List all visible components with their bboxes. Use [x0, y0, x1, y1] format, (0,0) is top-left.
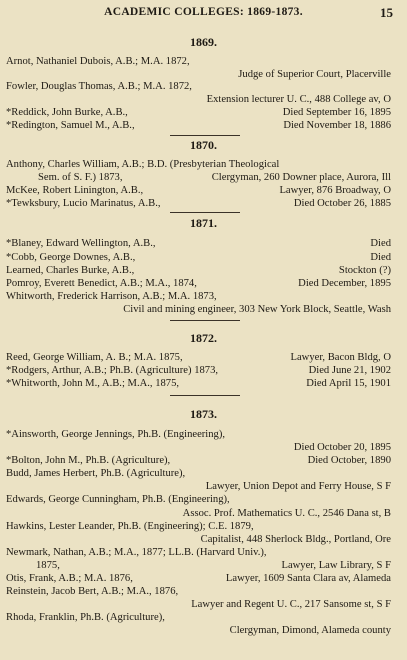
section-divider [170, 320, 240, 321]
entry-name-text: Edwards, George Cunningham, Ph.B. (Engineering), [6, 494, 230, 505]
entry-name-text: Sem. of S. F.) 1873, [38, 172, 123, 183]
entry-line [6, 559, 391, 572]
entry-name-text: *Cobb, George Downes, A.B., [6, 252, 136, 263]
entry-detail-text: Died October 20, 1895 [293, 442, 391, 453]
running-header [0, 6, 407, 20]
entry-name-text: Anthony, Charles William, A.B.; B.D. (Presbyterian Theological [6, 159, 280, 170]
entry-name-text: Arnot, Nathaniel Dubois, A.B.; M.A. 1872, [6, 56, 190, 67]
entry-line [6, 624, 391, 637]
entry-line [6, 106, 391, 119]
entry-name-text: 1875, [36, 560, 60, 571]
entry-name-text: *Rodgers, Arthur, A.B.; Ph.B. (Agriculture) 1873, [6, 365, 219, 376]
running-title: ACADEMIC COLLEGES: 1869-1873. [104, 6, 303, 18]
entry-name-text: Hawkins, Lester Leander, Ph.B. (Engineering); C.E. 1879, [6, 521, 254, 532]
entry-name-text: Otis, Frank, A.B.; M.A. 1876, [6, 573, 133, 584]
entry-name-text: Newmark, Nathan, A.B.; M.A., 1877; LL.B. (Harvard Univ.), [6, 547, 267, 558]
entry-line [6, 290, 391, 303]
year-heading: 1871. [190, 216, 217, 230]
entry-name-text: Whitworth, Frederick Harrison, A.B.; M.A. 1873, [6, 291, 217, 302]
page-number: 15 [380, 5, 393, 20]
entry-line [6, 171, 391, 184]
entry-line [6, 520, 391, 533]
year-heading: 1869. [190, 35, 217, 49]
entry-detail-text: Judge of Superior Court, Placerville [238, 69, 391, 80]
entry-name-text: *Ainsworth, George Jennings, Ph.B. (Engineering), [6, 429, 226, 440]
entry-detail-text: Died November 18, 1886 [283, 120, 391, 131]
entry-name-text: Learned, Charles Burke, A.B., [6, 265, 135, 276]
entry-line [6, 441, 391, 454]
entry-line [6, 585, 391, 598]
entry-detail-text: Lawyer, Union Depot and Ferry House, S F [205, 481, 391, 492]
entry-detail-text: Lawyer, Bacon Bldg, O [290, 352, 391, 363]
entry-line [6, 428, 391, 441]
entry-name-text: Fowler, Douglas Thomas, A.B.; M.A. 1872, [6, 81, 192, 92]
entry-line [6, 454, 391, 467]
entry-line [6, 507, 391, 520]
entry-detail-text: Died September 16, 1895 [282, 107, 391, 118]
entry-line [6, 184, 391, 197]
entry-detail-text: Died December, 1895 [298, 278, 391, 289]
year-heading: 1872. [190, 331, 217, 345]
entry-detail-text: Assoc. Prof. Mathematics U. C., 2546 Dana st, B [182, 508, 391, 519]
entry-name-text: McKee, Robert Linington, A.B., [6, 185, 144, 196]
entry-line [6, 93, 391, 106]
entry-detail-text: Extension lecturer U. C., 488 College av, O [206, 94, 391, 105]
entry-line [6, 119, 391, 132]
entry-line [6, 197, 391, 210]
entry-line [6, 572, 391, 585]
entry-line [6, 55, 391, 68]
entry-line [6, 277, 391, 290]
entry-detail-text: Died [370, 238, 391, 249]
entry-name-text: Reed, George William, A. B.; M.A. 1875, [6, 352, 183, 363]
entry-line [6, 546, 391, 559]
entry-line [6, 493, 391, 506]
entry-name-text: Reinstein, Jacob Bert, A.B.; M.A., 1876, [6, 586, 179, 597]
entry-detail-text: Died October, 1890 [307, 455, 391, 466]
entry-detail-text: Lawyer, 1609 Santa Clara av, Alameda [225, 573, 391, 584]
entry-line [6, 237, 391, 250]
entry-detail-text: Died [370, 252, 391, 263]
section-divider [170, 395, 240, 396]
entry-detail-text: Civil and mining engineer, 303 New York Block, Seattle, Wash [123, 304, 391, 315]
entry-name-text: *Redington, Samuel M., A.B., [6, 120, 135, 131]
entry-line [6, 303, 391, 316]
entry-detail-text: Clergyman, 260 Downer place, Aurora, Ill [211, 172, 391, 183]
entry-name-text: Pomroy, Everett Benedict, A.B.; M.A., 1874, [6, 278, 197, 289]
entry-detail-text: Stockton (?) [338, 265, 391, 276]
section-divider [170, 212, 240, 213]
entry-name-text: *Blaney, Edward Wellington, A.B., [6, 238, 156, 249]
entry-line [6, 377, 391, 390]
section-divider [170, 135, 240, 136]
entry-name-text: *Tewksbury, Lucio Marinatus, A.B., [6, 198, 161, 209]
entry-detail-text: Lawyer, 876 Broadway, O [279, 185, 391, 196]
entry-detail-text: Lawyer and Regent U. C., 217 Sansome st, S F [191, 599, 391, 610]
entry-name-text: Budd, James Herbert, Ph.B. (Agriculture), [6, 468, 186, 479]
entry-detail-text: Died October 26, 1885 [293, 198, 391, 209]
entry-line [6, 158, 391, 171]
entry-line [6, 351, 391, 364]
entry-name-text: *Whitworth, John M., A.B.; M.A., 1875, [6, 378, 180, 389]
entry-name-text: Rhoda, Franklin, Ph.B. (Agriculture), [6, 612, 165, 623]
entry-line [6, 251, 391, 264]
entry-detail-text: Capitalist, 448 Sherlock Bldg., Portland, Ore [200, 534, 391, 545]
entry-line [6, 364, 391, 377]
entry-line [6, 533, 391, 546]
entry-line [6, 480, 391, 493]
year-heading: 1870. [190, 138, 217, 152]
entry-detail-text: Lawyer, Law Library, S F [281, 560, 391, 571]
entry-line [6, 80, 391, 93]
entry-detail-text: Clergyman, Dimond, Alameda county [229, 625, 391, 636]
entry-line [6, 611, 391, 624]
entry-detail-text: Died April 15, 1901 [306, 378, 391, 389]
entry-line [6, 598, 391, 611]
entry-line [6, 264, 391, 277]
entry-detail-text: Died June 21, 1902 [308, 365, 391, 376]
entry-name-text: *Bolton, John M., Ph.B. (Agriculture), [6, 455, 171, 466]
entry-name-text: *Reddick, John Burke, A.B., [6, 107, 128, 118]
entry-line [6, 467, 391, 480]
year-heading: 1873. [190, 407, 217, 421]
